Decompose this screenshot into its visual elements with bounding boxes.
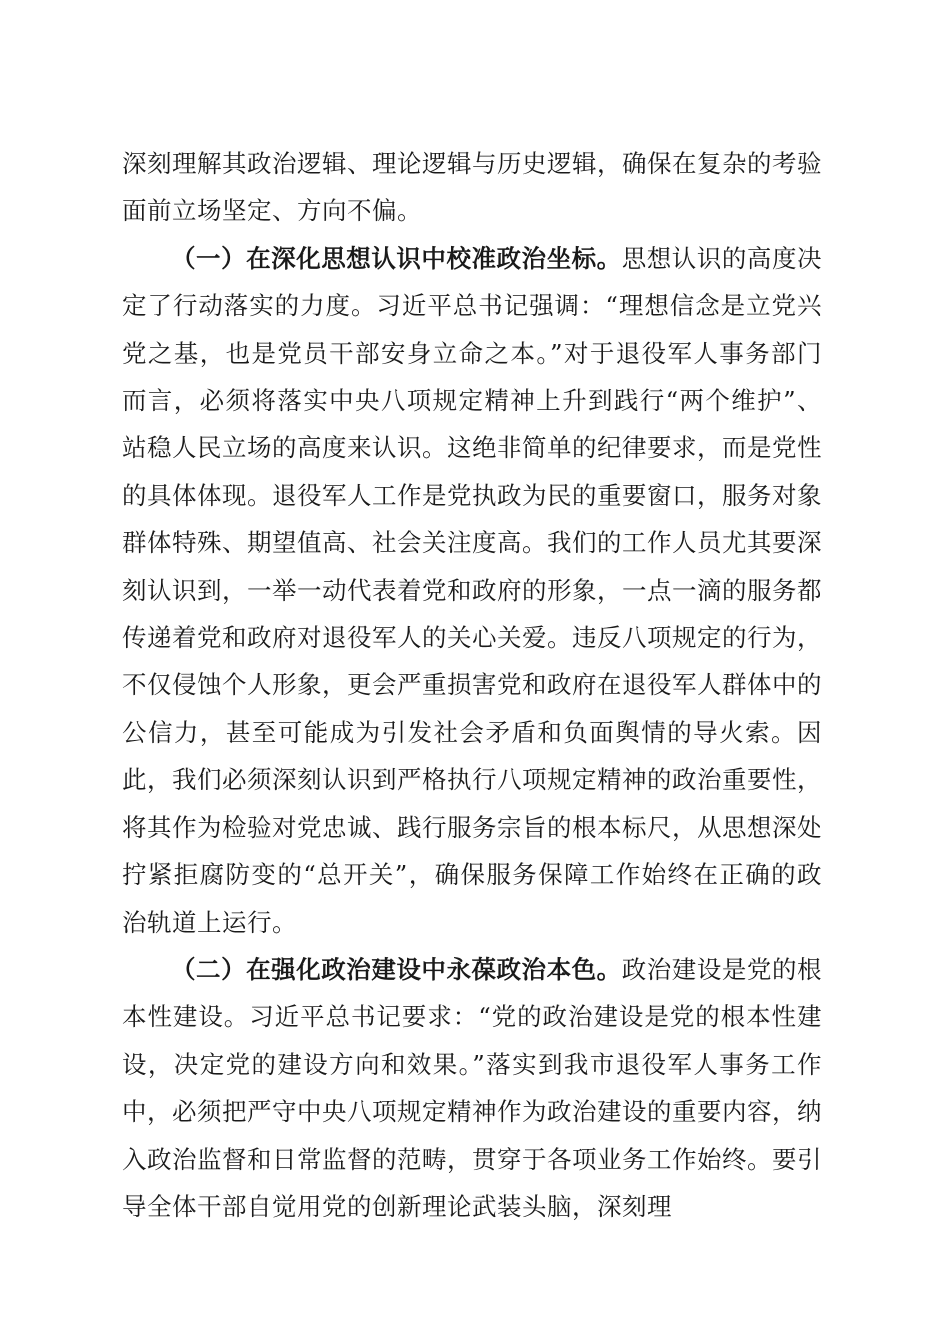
paragraph-text: 思想认识的高度决定了行动落实的力度。习近平总书记强调：“理想信念是立党兴党之基，也是党员干部安身立命之本。”对于退役军人事务部门而言，必须将落实中央八项规定精神上升到践行“两个维护”、站稳人民立场的高度来认识。这绝非简单的纪律要求，而是党性的具体体现。退役军人工作是党执政为民的重要窗口，服务对象群体特殊、期望值高、社会关注度高。我们的工作人员尤其要深刻认识到，一举一动代表着党和政府的形象，一点一滴的服务都传递着党和政府对退役军人的关心关爱。违反八项规定的行为，不仅侵蚀个人形象，更会严重损害党和政府在退役军人群体中的公信力，甚至可能成为引发社会矛盾和负面舆情的导火索。因此，我们必须深刻认识到严格执行八项规定精神的政治重要性，将其作为检验对党忠诚、践行服务宗旨的根本标尺，从思想深处拧紧拒腐防变的“总开关”，确保服务保障工作始终在正确的政治轨道上运行。 (122, 243, 822, 937)
paragraph-continuation (122, 140, 822, 235)
paragraph-text: 深刻理解其政治逻辑、理论逻辑与历史逻辑，确保在复杂的考验面前立场坚定、方向不偏。 (122, 149, 822, 226)
paragraph-section-1 (122, 235, 822, 946)
document-body (122, 140, 822, 1230)
section-heading-1: （一）在深化思想认识中校准政治坐标。 (171, 243, 622, 273)
section-heading-2: （二）在强化政治建设中永葆政治本色。 (171, 954, 622, 984)
paragraph-text: 政治建设是党的根本性建设。习近平总书记要求：“党的政治建设是党的根本性建设，决定党的建设方向和效果。”落实到我市退役军人事务工作中，必须把严守中央八项规定精神作为政治建设的重要内容，纳入政治监督和日常监督的范畴，贯穿于各项业务工作始终。要引导全体干部自觉用党的创新理论武装头脑，深刻理 (122, 954, 822, 1221)
paragraph-section-2 (122, 946, 822, 1230)
